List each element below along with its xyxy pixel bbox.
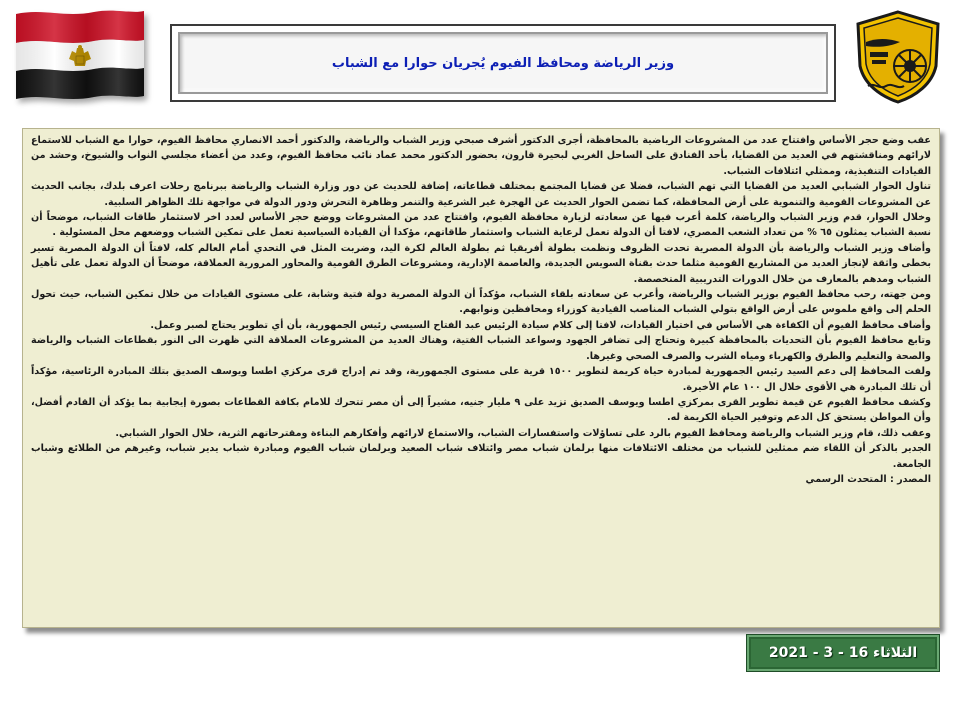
title-frame xyxy=(170,24,836,102)
article-paragraph: ولفت المحافظ إلى دعم السيد رئيس الجمهورية لمبادرة حياة كريمة لتطوير ١٥٠٠ قرية على مستوى الجمهورية، وقد تم إدراج قرى مركزي اطسا ويوسف الصديق بتلك المبادرة الرئاسية، مؤكداً أن تلك المبادرة هي الأقوى خلال ال ١٠٠ عام الأخيرة. xyxy=(31,366,931,393)
date-label: الثلاثاء 16 - 3 - 2021 xyxy=(768,645,918,661)
date-bar xyxy=(746,634,940,672)
article-source: المصدر : المتحدث الرسمي xyxy=(805,473,931,485)
article-body xyxy=(31,133,931,623)
article-paragraph: الجدير بالذكر أن اللقاء ضم ممثلين للشباب من مختلف الائتلافات منها برلمان شباب مصر وائتلاف شباب الصعيد وبرلمان شباب الفيوم ومبادرة شباب يدير شباب، وغيرهم من الطلائع وشباب الجامعة. xyxy=(31,443,931,470)
article-paragraph: وعقب ذلك، قام وزير الشباب والرياضة ومحافظ الفيوم بالرد على تساؤلات واستفسارات الشباب، والاستماع لارائهم وأفكارهم البناءة ومقترحاتهم الثرية، خلال الحوار الشبابي. xyxy=(115,427,931,439)
article-paragraph: وخلال الحوار، قدم وزير الشباب والرياضة، كلمة أعرب فيها عن سعادته لزيارة محافظة الفيوم، وافتتاح عدد من المشروعات ووضع حجر الأساس لعدد اخر لاستثمار طاقات الشباب، موضحاً أن نسبة الشباب يمثلون ٦٥ % من تعداد الشعب المصري، لافتا أن الدولة تعمل لرعاية الشباب واستثمار طاقاتهم، مؤكدا أن القيادة السياسية تعمل على تمكين الشباب ووضعهم محل المسئولية . xyxy=(31,212,931,239)
article-paragraph: وتابع محافظ الفيوم بأن التحديات بالمحافظة كبيرة وتحتاج إلى تضافر الجهود وسواعد الشباب الفتية، وهناك العديد من المشروعات العملاقة التي ظهرت الى النور بقطاعات الشباب والرياضة والصحة والتعليم والطرق والكهرباء ومياه الشرب والصرف الصحي وغيرها. xyxy=(31,335,931,362)
article-paragraph: ومن جهته، رحب محافظ الفيوم بوزير الشباب والرياضة، وأعرب عن سعادته بلقاء الشباب، مؤكداً أن الدولة المصرية دولة فتية وشابة، على مستوى القيادات من خلال تمكين الشباب، حيث تحول الحلم إلى واقع ملموس على أرض الواقع بتولي الشباب المناصب القيادية كوزراء ومحافظين ونوابهم. xyxy=(31,289,931,316)
egypt-flag-icon xyxy=(14,8,146,100)
article-paragraph: وكشف محافظ الفيوم عن قيمة تطوير القرى بمركزي اطسا ويوسف الصديق تزيد على ٩ مليار جنيه، مشيراً إلى أن مصر تتحرك للامام بكافة القطاعات بصورة إيجابية بما يؤكد أن القادم أفضل، وأن المواطن يستحق كل الدعم وتوفير الحياة الكريمة له. xyxy=(31,396,931,424)
title-box xyxy=(178,32,828,94)
article-paragraph: عقب وضع حجر الأساس وافتتاح عدد من المشروعات الرياضية بالمحافظة، أجرى الدكتور أشرف صبحي وزير الشباب والرياضة، والدكتور أحمد الانصاري محافظ الفيوم، حوارا مع الشباب للاستماع لارائهم ومناقشتهم في العديد من القضايا، بأحد الفنادق على الساحل الغربي لبحيرة قارون، بحضور الدكتور محمد عماد نائب محافظ الفيوم، وعدد من أعضاء مجلسي النواب والشيوخ، وحشد من القيادات التنفيذية، وممثلي ائتلافات الشباب. xyxy=(31,135,931,177)
page-title: وزير الرياضة ومحافظ الفيوم يُجريان حوارا مع الشباب xyxy=(331,55,675,71)
article-paragraph: وأضاف وزير الشباب والرياضة بأن الدولة المصرية تحدت الظروف ونظمت بطولة أفريقيا ثم بطولة العالم لكرة اليد، وضربت المثل في التحدي أمام العالم كله، لافتاً أن الدولة المصرية تسير بخطى واثقة لإنجاز العديد من المشاريع القومية مثلما حدث بقناة السويس الجديدة، والعاصمة الإدارية، ومشروعات الطرق القومية والمحاور المرورية العملاقة، موضحاً أن الدولة تعمل على تأهيل الشباب ومدهم بالمعارف من خلال الدورات التدريبية المتخصصة. xyxy=(31,242,931,285)
article-panel xyxy=(22,128,940,628)
article-paragraph: تناول الحوار الشبابي العديد من القضايا التي تهم الشباب، فضلا عن قضايا المجتمع بمختلف قطاعاته، إضافة للحديث عن دور وزارة الشباب والرياضة ببرنامج رحلات اعرف بلدك، بجانب الحديث عن المشروعات القومية والتنموية على أرض المحافظة، كما تضمن الحوار الحديث عن الهجرة غير الشرعية والتنمر وظاهرة التحرش ودور الدولة في مواجهة تلك الظواهر السلبية. xyxy=(31,181,931,208)
article-paragraph: وأضاف محافظ الفيوم أن الكفاءة هي الأساس في اختيار القيادات، لافتا إلى كلام سيادة الرئيس عبد الفتاح السيسي رئيس الجمهورية، بأن أي تطوير يحتاج لصبر وعمل. xyxy=(150,319,931,331)
fayoum-governorate-emblem-icon xyxy=(852,8,944,104)
